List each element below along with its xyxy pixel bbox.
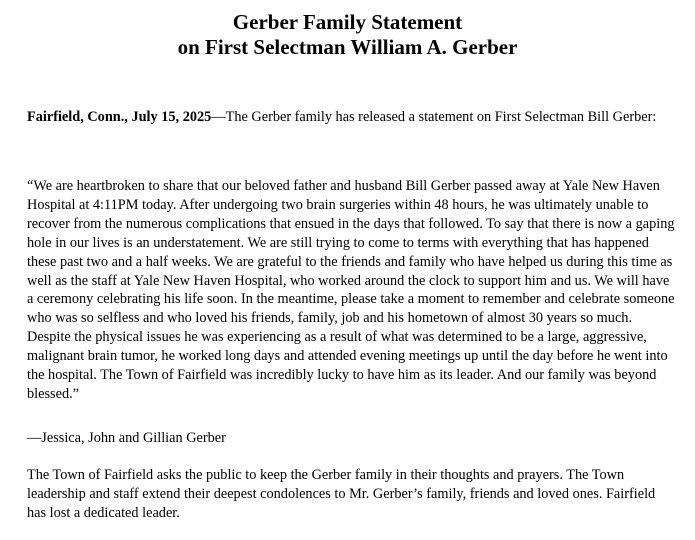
document-title: Gerber Family Statement xyxy=(232,10,463,34)
closing-paragraph: The Town of Fairfield asks the public to keep the Gerber family in their thoughts and prayers. The Town leadership and staff extend their deepest condolences to Mr. Gerber’s family, friends and loved ones. Fairfield has lost a dedicated leader. xyxy=(27,467,656,521)
signature: —Jessica, John and Gillian Gerber xyxy=(27,430,226,446)
intro-text: —The Gerber family has released a statement on First Selectman Bill Gerber: xyxy=(211,109,657,125)
dateline: Fairfield, Conn., July 15, 2025 xyxy=(27,109,212,125)
dateline-paragraph xyxy=(27,108,677,127)
document-subtitle: on First Selectman William A. Gerber xyxy=(177,35,518,59)
family-quote: “We are heartbroken to share that our beloved father and husband Bill Gerber passed away at Yale New Haven Hospital at 4:11PM today. After undergoing two brain surgeries within 48 hours, he was ultimately unable to recover from the numerous complications that ensued in the days that followed. To say that there is now a gaping hole in our lives is an understatement. We are still trying to come to terms with everything that has happened these past two and a half weeks. We are grateful to the friends and family who have helped us during this time as well as the staff at Yale New Haven Hospital, who worked around the clock to support him and us. We will have a ceremony celebrating his life soon. In the meantime, please take a moment to remember and celebrate someone who was so selfless and who loved his friends, family, job and his hometown of almost 30 years so much. Despite the physical issues he was experiencing as a result of what was determined to be a large, aggressive, malignant brain tumor, he worked long days and attended evening meetings up until the day before he went into the hospital. The Town of Fairfield was incredibly lucky to have him as its leader. And our family was beyond blessed.” xyxy=(27,178,675,402)
